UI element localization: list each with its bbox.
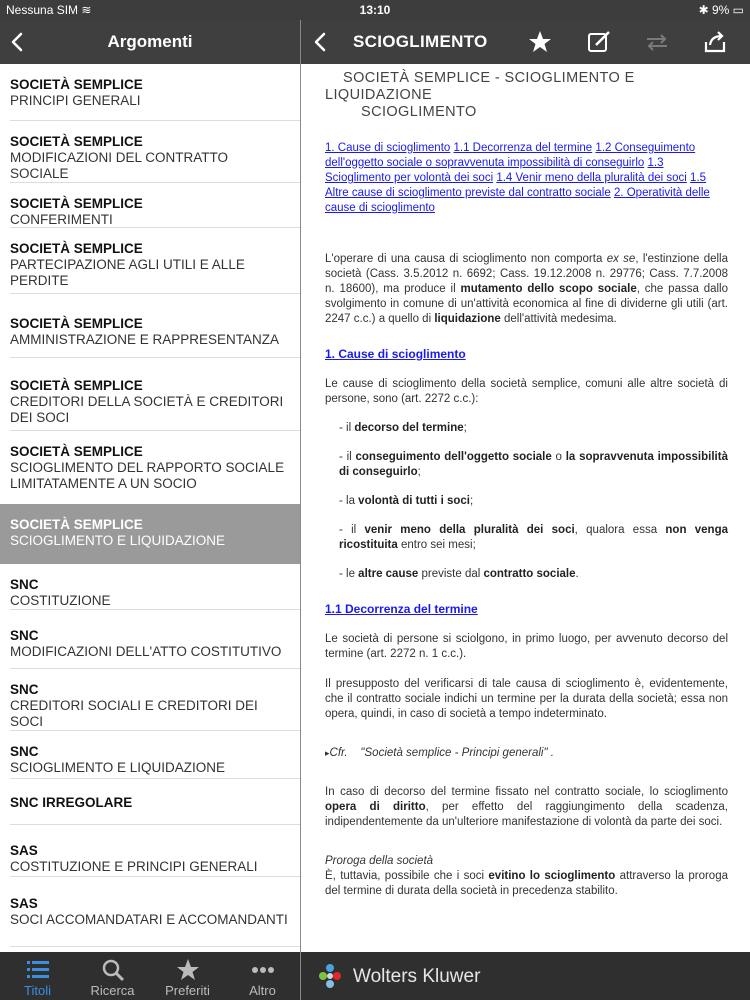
paragraph: In caso di decorso del termine fissato nel contratto sociale, lo scioglimento opera di diritto, per effetto del raggiungimento della scadenza, indipendentemente da un'ulteriore manifestazione di volontà da parte dei soci. xyxy=(325,786,729,828)
star-icon[interactable] xyxy=(526,28,554,56)
item-title: SOCIETÀ SEMPLICE xyxy=(10,241,143,256)
battery-indicator: ✱ 9% ▭ xyxy=(698,3,744,17)
section-heading-link[interactable]: 1. Cause di scioglimento xyxy=(325,347,466,361)
item-subtitle: PARTECIPAZIONE AGLI UTILI E ALLE PERDITE xyxy=(10,257,245,288)
tab-ricerca[interactable] xyxy=(75,952,150,1000)
item-subtitle: PRINCIPI GENERALI xyxy=(10,93,141,108)
item-subtitle: AMMINISTRAZIONE E RAPPRESENTANZA xyxy=(10,332,280,347)
list-item[interactable] xyxy=(0,183,300,228)
list-item[interactable] xyxy=(0,294,300,358)
brand-name: Wolters Kluwer xyxy=(353,966,481,987)
toc-link[interactable]: 1. Cause di scioglimento xyxy=(325,142,451,154)
document-content xyxy=(301,64,750,952)
right-navbar xyxy=(301,20,750,64)
cross-reference[interactable]: ▸Cfr. "Società semplice - Principi generali" . xyxy=(325,747,554,759)
bullet-item: - il decorso del termine; xyxy=(339,422,467,434)
list-item[interactable] xyxy=(0,358,300,431)
item-subtitle: CONFERIMENTI xyxy=(10,212,113,227)
item-subtitle: SOCI ACCOMANDATARI E ACCOMANDANTI xyxy=(10,912,288,927)
item-title: SOCIETÀ SEMPLICE xyxy=(10,316,143,331)
item-title: SNC xyxy=(10,744,39,759)
paragraph: È, tuttavia, possibile che i soci evitino lo scioglimento attraverso la proroga del termine di durata della società in precedenza stabilito. xyxy=(325,870,728,897)
back-chevron-icon[interactable] xyxy=(307,28,335,56)
toc-link[interactable]: 1.2 Conseguimento dell'oggetto sociale o sopravvenuta impossibilità di conseguirlo xyxy=(325,142,696,169)
paragraph-subtitle: Proroga della società xyxy=(325,855,434,867)
tab-bar xyxy=(0,952,300,1000)
bullet-item: - il conseguimento dell'oggetto sociale o la sopravvenuta impossibilità di conseguirlo; xyxy=(339,451,728,478)
paragraph: Il presupposto del verificarsi di tale causa di scioglimento è, evidentemente, che il contratto sociale indichi un termine per la durata della società; essa non opera, quindi, in caso di società a tempo indeterminato. xyxy=(325,678,728,720)
battery-icon: ▭ xyxy=(732,3,744,17)
topic-list xyxy=(0,64,300,952)
list-item[interactable] xyxy=(0,228,300,294)
toc-link[interactable]: 2. Operatività delle cause di scioglimento xyxy=(325,187,710,214)
item-title: SAS xyxy=(10,843,38,858)
item-title: SOCIETÀ SEMPLICE xyxy=(10,378,143,393)
wifi-icon: ≋ xyxy=(81,3,92,17)
carrier-label: Nessuna SIM ≋ xyxy=(6,3,92,17)
document-title: SCIOGLIMENTO xyxy=(353,32,488,51)
heading-line: SOCIETÀ SEMPLICE - SCIOGLIMENTO E xyxy=(343,70,635,86)
item-title: SNC xyxy=(10,682,39,697)
search-icon xyxy=(100,958,126,982)
section-heading-link[interactable]: 1.1 Decorrenza del termine xyxy=(325,602,478,616)
toc-link[interactable]: 1.3 Scioglimento per volontà dei soci xyxy=(325,157,664,184)
list-item[interactable] xyxy=(0,431,300,504)
item-title: SNC IRREGOLARE xyxy=(10,795,133,810)
heading-line: SCIOGLIMENTO xyxy=(361,104,477,120)
item-title: SNC xyxy=(10,628,39,643)
list-item[interactable] xyxy=(0,731,300,779)
bullet-item: - le altre cause previste dal contratto sociale. xyxy=(339,568,579,580)
paragraph: Le società di persone si sciolgono, in primo luogo, per avvenuto decorso del termine (art. 2272 n. 1 c.c.). xyxy=(325,633,728,660)
list-item[interactable] xyxy=(0,669,300,731)
tab-label: Ricerca xyxy=(90,983,135,998)
list-item[interactable] xyxy=(0,564,300,610)
tab-titoli[interactable] xyxy=(0,952,75,1000)
left-navbar xyxy=(0,20,300,64)
tab-label: Altro xyxy=(249,983,276,998)
left-nav-title: Argomenti xyxy=(107,32,193,51)
list-item[interactable] xyxy=(0,64,300,121)
intro-paragraph: L'operare di una causa di scioglimento non comporta ex se, l'estinzione della società (Cass. 3.5.2012 n. 6692; Cass. 19.12.2008 n. 29776; Cass. 7.7.2008 n. 18600), ma produce il mutamento dello scopo sociale, che passa dallo svolgimento in comune di un'attività economica al fine di dividerne gli utili (art. 2247 c.c.) a quello di liquidazione dell'attività medesima. xyxy=(325,253,729,325)
more-dots-icon xyxy=(250,958,276,982)
item-subtitle: SCIOGLIMENTO E LIQUIDAZIONE xyxy=(10,533,226,548)
tab-preferiti[interactable] xyxy=(150,952,225,1000)
swap-arrows-icon[interactable] xyxy=(643,28,671,56)
list-icon xyxy=(25,958,51,982)
list-item[interactable] xyxy=(0,877,300,947)
item-subtitle: CREDITORI DELLA SOCIETÀ E CREDITORI DEI SOCI xyxy=(10,394,284,425)
item-title: SOCIETÀ SEMPLICE xyxy=(10,134,143,149)
bullet-item: - la volontà di tutti i soci; xyxy=(339,495,474,507)
bluetooth-icon: ✱ xyxy=(698,3,709,17)
list-item-selected[interactable] xyxy=(0,504,300,564)
paragraph: Le cause di scioglimento della società semplice, comuni alle altre società di persone, sono (art. 2272 c.c.): xyxy=(325,378,728,405)
table-of-contents xyxy=(325,141,728,216)
clock: 13:10 xyxy=(359,3,391,17)
list-item[interactable] xyxy=(0,610,300,669)
list-item[interactable] xyxy=(0,825,300,877)
item-title: SAS xyxy=(10,896,38,911)
brand-footer xyxy=(301,952,750,1000)
item-title: SOCIETÀ SEMPLICE xyxy=(10,517,143,532)
document-heading xyxy=(325,70,728,121)
item-title: SOCIETÀ SEMPLICE xyxy=(10,77,143,92)
list-item[interactable] xyxy=(0,121,300,183)
list-item[interactable] xyxy=(0,779,300,825)
item-subtitle: COSTITUZIONE E PRINCIPI GENERALI xyxy=(10,859,258,874)
star-icon xyxy=(175,958,201,982)
status-bar xyxy=(0,0,750,20)
item-title: SOCIETÀ SEMPLICE xyxy=(10,444,143,459)
toc-link[interactable]: 1.4 Venir meno della pluralità dei soci xyxy=(496,172,687,184)
wolters-kluwer-logo-icon xyxy=(315,961,345,991)
arrow-bullet-icon: ▸ xyxy=(325,748,330,758)
tab-label: Titoli xyxy=(24,983,51,998)
row-separator xyxy=(10,946,300,947)
item-subtitle: CREDITORI SOCIALI E CREDITORI DEI SOCI xyxy=(10,698,258,729)
toc-link[interactable]: 1.5 Altre cause di scioglimento previste dal contratto sociale xyxy=(325,172,707,199)
toc-link[interactable]: 1.1 Decorrenza del termine xyxy=(453,142,593,154)
heading-line: LIQUIDAZIONE xyxy=(325,87,433,103)
item-title: SOCIETÀ SEMPLICE xyxy=(10,196,143,211)
bullet-item: - il venir meno della pluralità dei soci, qualora essa non venga ricostituita entro sei mesi; xyxy=(339,524,728,551)
item-title: SNC xyxy=(10,577,39,592)
tab-altro[interactable] xyxy=(225,952,300,1000)
item-subtitle: MODIFICAZIONI DEL CONTRATTO SOCIALE xyxy=(10,150,229,181)
item-subtitle: MODIFICAZIONI DELL'ATTO COSTITUTIVO xyxy=(10,644,282,659)
item-subtitle: COSTITUZIONE xyxy=(10,593,111,608)
item-subtitle: SCIOGLIMENTO DEL RAPPORTO SOCIALE LIMITATAMENTE A UN SOCIO xyxy=(10,460,285,491)
edit-note-icon[interactable] xyxy=(585,28,613,56)
tab-label: Preferiti xyxy=(165,983,210,998)
item-subtitle: SCIOGLIMENTO E LIQUIDAZIONE xyxy=(10,760,226,775)
share-icon[interactable] xyxy=(701,28,729,56)
